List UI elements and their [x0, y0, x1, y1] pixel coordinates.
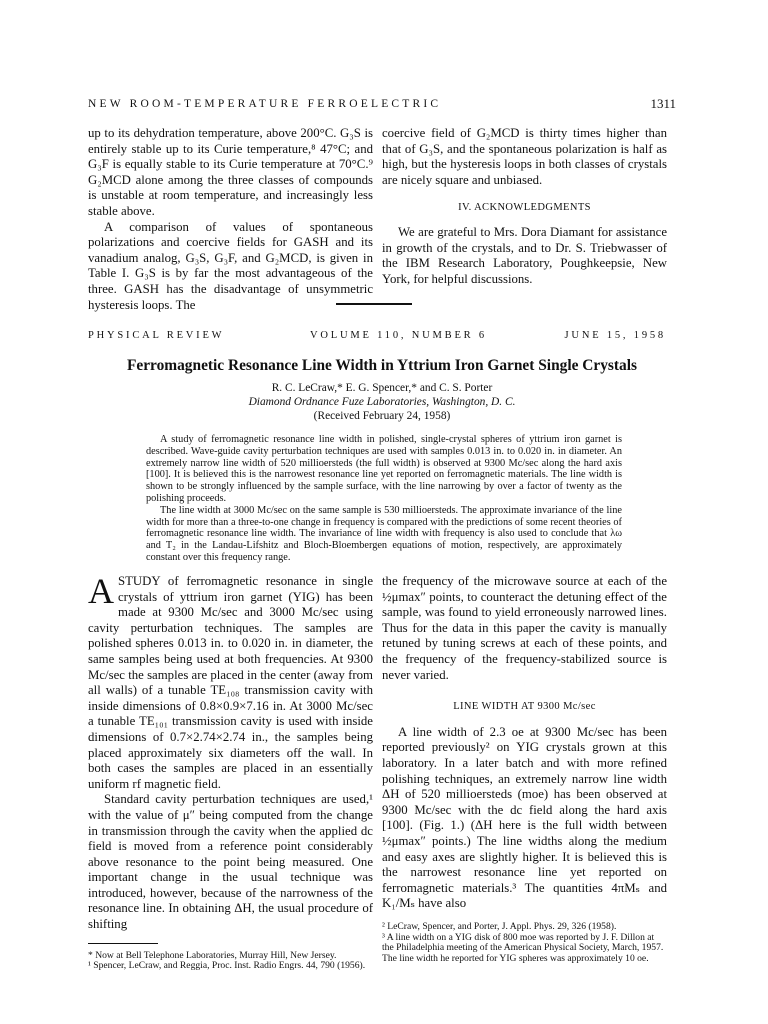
- prev-paragraph-2: A comparison of values of spontaneous polarizations and coercive fields for GASH and its vanadium analog, G₃S, G₃F, and G₂MCD, is given in Table I. G₃S is by far the most advantageous of the three. GASH has the disadvantage of unsymmetric hysteresis loops. The: [88, 219, 373, 312]
- section-heading: LINE WIDTH AT 9300 Mc/sec: [453, 701, 596, 713]
- prev-article-left-column: [88, 126, 373, 313]
- prev-paragraph-3: coercive field of G₂MCD is thirty times higher than that of G₃S, and the spontaneous polarization is half as high, but the hysteresis loops in both classes of crystals are nicely square and unbiased.: [382, 126, 667, 187]
- journal-volume: VOLUME 110, NUMBER 6: [310, 330, 487, 341]
- body-paragraph-3: the frequency of the microwave source at each of the ½μmax″ points, to counteract the detuning effect of the sample, was found to yield erroneously narrowed lines. Thus for the data in this paper the cavity is manually retuned by tuning screws at each of these points, and the frequency of the frequency-stabilized source is never varied.: [382, 574, 667, 682]
- running-header: [88, 98, 676, 110]
- author-block: [88, 382, 676, 423]
- drop-cap: A: [88, 571, 114, 611]
- running-title: NEW ROOM-TEMPERATURE FERROELECTRIC: [88, 98, 442, 110]
- received-date: (Received February 24, 1958): [313, 409, 451, 422]
- footnote-3: ³ A line width on a YIG disk of 800 moe was reported by J. F. Dillon at the Philadelphia meeting of the American Physical Society, March, 1957. The line width he reported for YIG spheres was approximately 10 oe.: [382, 931, 664, 965]
- footnote-star: * Now at Bell Telephone Laboratories, Murray Hill, New Jersey.: [88, 949, 337, 961]
- affiliation: Diamond Ordnance Fuze Laboratories, Washington, D. C.: [248, 395, 516, 408]
- journal-date: JUNE 15, 1958: [564, 330, 666, 341]
- body-paragraph-1: STUDY of ferromagnetic resonance in single crystals of yttrium iron garnet (YIG) has been made at 9300 Mc/sec and 3000 Mc/sec using cavity perturbation techniques. The samples are polished spheres 0.013 in. to 0.020 in. in diameter, the same samples being used at both frequencies. At 9300 Mc/sec the samples are placed in the center (away from all walls) of a tunable TE₁₀₈ transmission cavity with inside dimensions of 0.8×0.9×7.16 in. At 3000 Mc/sec a tunable TE₁₀₁ transmission cavity is used with inside dimensions of 0.7×2.74×2.74 in., the samples being placed approximately six diameters off the wall. In both cases the samples are placed in an essentially uniform rf magnetic field.: [88, 574, 373, 791]
- prev-article-right-column: [382, 126, 667, 287]
- abstract-paragraph-1: A study of ferromagnetic resonance line width in polished, single-crystal spheres of yttrium iron garnet is described. Wave-guide cavity perturbation techniques are used with samples 0.013 in. to 0.020 in. in diameter. An extremely narrow line width of 520 millioersteds (the full width) is observed at 9300 Mc/sec along the hard axis [100]. It is believed this is the narrowest resonance line yet reported on ferromagnetic materials. The line width is shown to be strongly influenced by the sample surface, with the line narrowing by over a factor of twenty as the polishing proceeds.: [146, 434, 622, 504]
- prev-paragraph-1: up to its dehydration temperature, above 200°C. G₃S is entirely stable up to its Curie temperature,⁸ 47°C; and G₃F is equally stable to its Curie temperature at 70°C.⁹ G₂MCD alone among the three classes of compounds is unstable at room temperature, and increasingly less stable above.: [88, 126, 373, 218]
- acknowledgments-text: We are grateful to Mrs. Dora Diamant for assistance in growth of the crystals, and to Dr. S. Triebwasser of the IBM Research Laboratory, Poughkeepsie, New York, for helpful discussions.: [382, 224, 667, 286]
- page-number: 1311: [650, 96, 676, 111]
- acknowledgments-heading: IV. ACKNOWLEDGMENTS: [458, 202, 591, 214]
- article-separator-rule: [336, 303, 412, 305]
- authors: R. C. LeCraw,* E. G. Spencer,* and C. S. Porter: [271, 382, 493, 394]
- body-paragraph-4: A line width of 2.3 oe at 9300 Mc/sec has been reported previously² on YIG crystals grown at this laboratory. In a later batch and with more refined polishing techniques, an extremely narrow line width ΔH of 520 millioersteds (moe) has been observed at 9300 Mc/sec with the dc field along the hard axis [100]. (Fig. 1.) (ΔH here is the full width between ½μmax″ points.) The line widths along the medium and easy axes are slightly higher. It is believed this is the narrowest resonance line yet reported on ferromagnetic materials.³ The quantities 4πMₛ and K₁/Mₛ have also: [382, 724, 667, 911]
- abstract-paragraph-2: The line width at 3000 Mc/sec on the same sample is 530 millioersteds. The approximate invariance of the line width for more than a three-to-one change in frequency is compared with the predictions of some recent theories of ferromagnetic resonance line width. The invariance of line width with frequency is also used to conclude that λω and T₂ in the Landau-Lifshitz and Bloch-Bloembergen equations of motion, respectively, are approximately constant over this frequency range.: [146, 504, 622, 563]
- footnote-rule: [88, 943, 158, 944]
- footnotes-right: [382, 922, 667, 965]
- body-paragraph-2: Standard cavity perturbation techniques are used,¹ with the value of μ″ being computed from the change in transmission through the cavity when the applied dc field is moved from a reference point considerably above resonance to the point being measured. One important change in the usual technique was introduced, however, because of the narrowness of the resonance line. In obtaining ΔH, the usual procedure of shifting: [88, 792, 373, 932]
- footnotes-left: [88, 943, 373, 973]
- body-right-column: [382, 574, 667, 965]
- journal-name: PHYSICAL REVIEW: [88, 330, 225, 341]
- footnote-1: ¹ Spencer, LeCraw, and Reggia, Proc. Inst. Radio Engrs. 44, 790 (1956).: [88, 960, 366, 972]
- abstract: [146, 434, 622, 564]
- footnote-2: ² LeCraw, Spencer, and Porter, J. Appl. Phys. 29, 326 (1958).: [382, 920, 617, 932]
- body-left-column: [88, 571, 373, 972]
- article-title: Ferromagnetic Resonance Line Width in Yttrium Iron Garnet Single Crystals: [126, 357, 637, 374]
